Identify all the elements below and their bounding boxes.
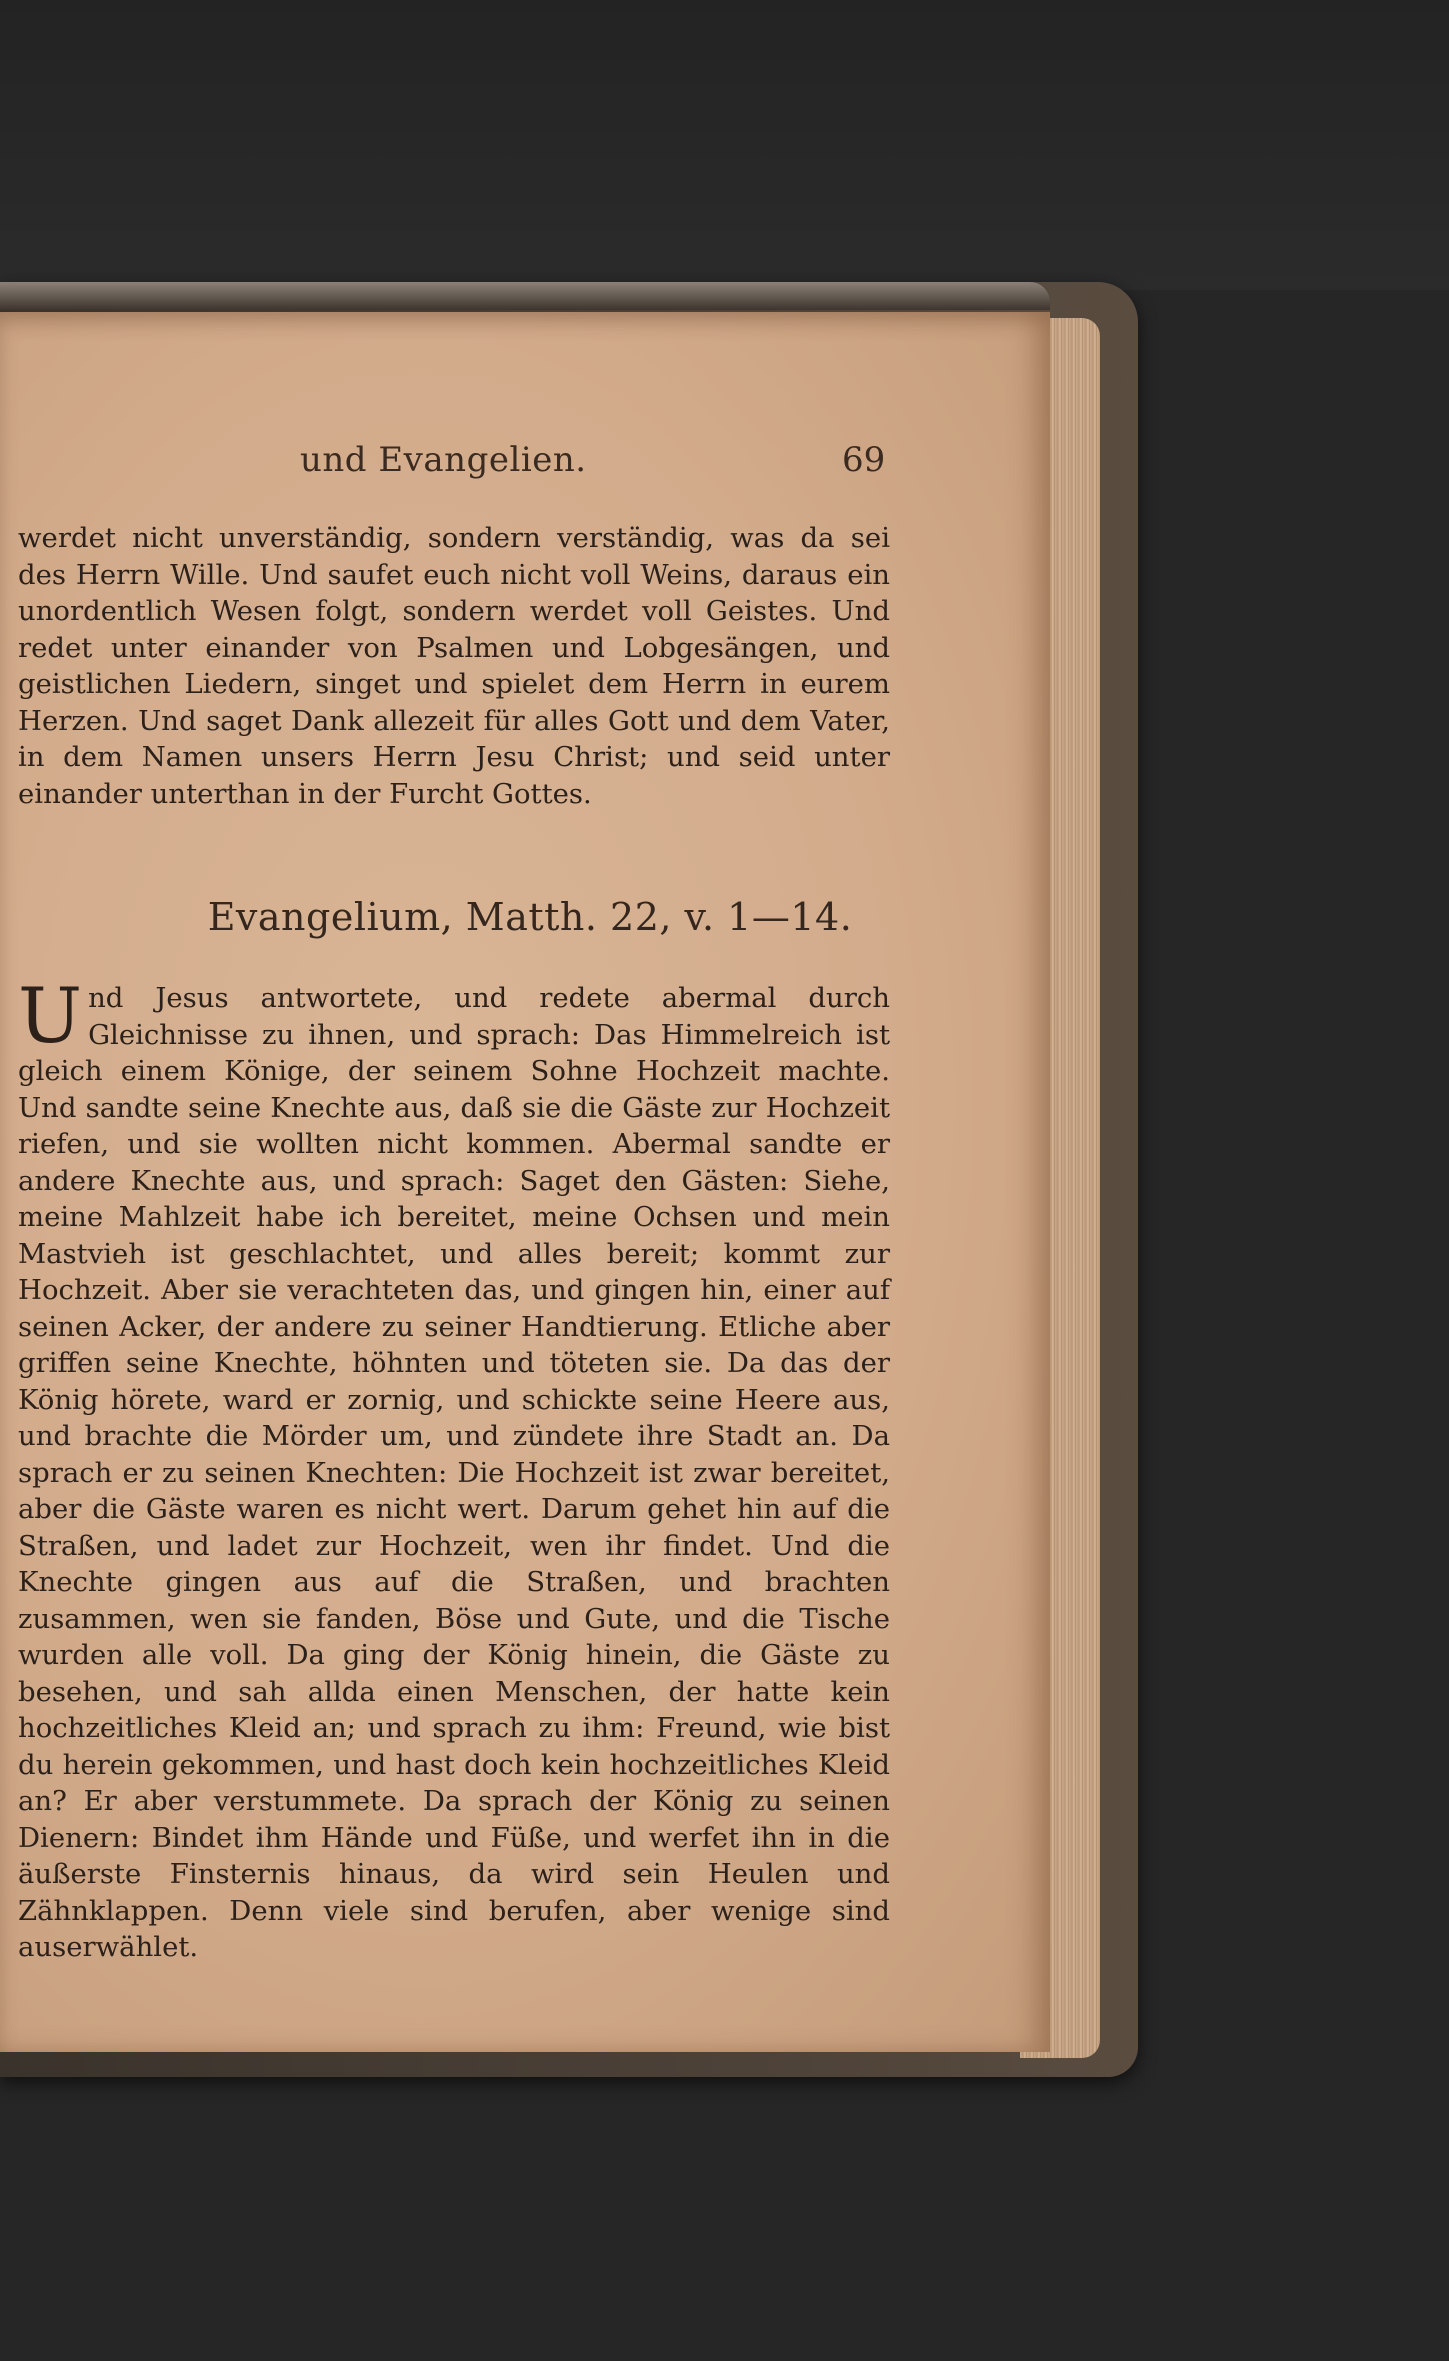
gospel-heading: Evangelium, Matth. 22, v. 1—14. xyxy=(207,895,853,939)
gospel-body xyxy=(18,971,890,1966)
gospel-text: nd Jesus antwortete, und redete abermal durch Gleichnisse zu ihnen, und sprach: Das Himmelreich ist gleich einem Könige, der seinem Sohne Hochzeit machte. Und sandte seine Knechte aus, daß sie die Gäste zur Hochzeit riefen, und sie wollten nicht kommen. Abermal sandte er andere Knechte aus, und sprach: Saget den Gästen: Siehe, meine Mahlzeit habe ich bereitet, meine Ochsen und mein Mastvieh ist geschlachtet, und alles bereit; kommt zur Hochzeit. Aber sie verachteten das, und gingen hin, einer auf seinen Acker, der andere zu seiner Handtierung. Etliche aber griffen seine Knechte, höhnten und töteten sie. Da das der König hörete, ward er zornig, und schickte seine Heere aus, und brachte die Mörder um, und zündete ihre Stadt an. Da sprach er zu seinen Knechten: Die Hochzeit ist zwar bereitet, aber die Gäste waren es nicht wert. Darum gehet hin auf die Straßen, und ladet zur Hochzeit, wen ihr findet. Und die Knechte gingen aus auf die Straßen, und brachten zusammen, wen sie fanden, Böse und Gute, und die Tische wurden alle voll. Da ging der König hinein, die Gäste zu besehen, und sah allda einen Menschen, der hatte kein hochzeitliches Kleid an; und sprach zu ihm: Freund, wie bist du herein gekommen, und hast doch kein hochzeitliches Kleid an? Er aber verstummete. Da sprach der König zu seinen Dienern: Bindet ihm Hände und Füße, und werfet ihn in die äußerste Finsternis hinaus, da wird sein Heulen und Zähnklappen. Denn viele sind berufen, aber wenige sind auserwählet. xyxy=(18,982,890,1963)
epistle-text: werdet nicht unverständig, sondern verständig, was da sei des Herrn Wille. Und saufet euch nicht voll Weins, daraus ein unordentlich Wesen folgt, sondern werdet voll Geistes. Und redet unter einander von Psalmen und Lobgesängen, und geistlichen Liedern, singet und spielet dem Herrn in eurem Herzen. Und saget Dank allezeit für alles Gott und dem Vater, in dem Namen unsers Herrn Jesu Christ; und seid unter einander unterthan in der Furcht Gottes. xyxy=(18,522,890,810)
page-number: 69 xyxy=(842,440,886,480)
page-header xyxy=(0,440,890,490)
background xyxy=(0,0,1449,290)
book-cover-edge xyxy=(0,282,1050,310)
drop-cap: U xyxy=(18,971,83,1060)
running-title: und Evangelien. xyxy=(300,440,587,480)
